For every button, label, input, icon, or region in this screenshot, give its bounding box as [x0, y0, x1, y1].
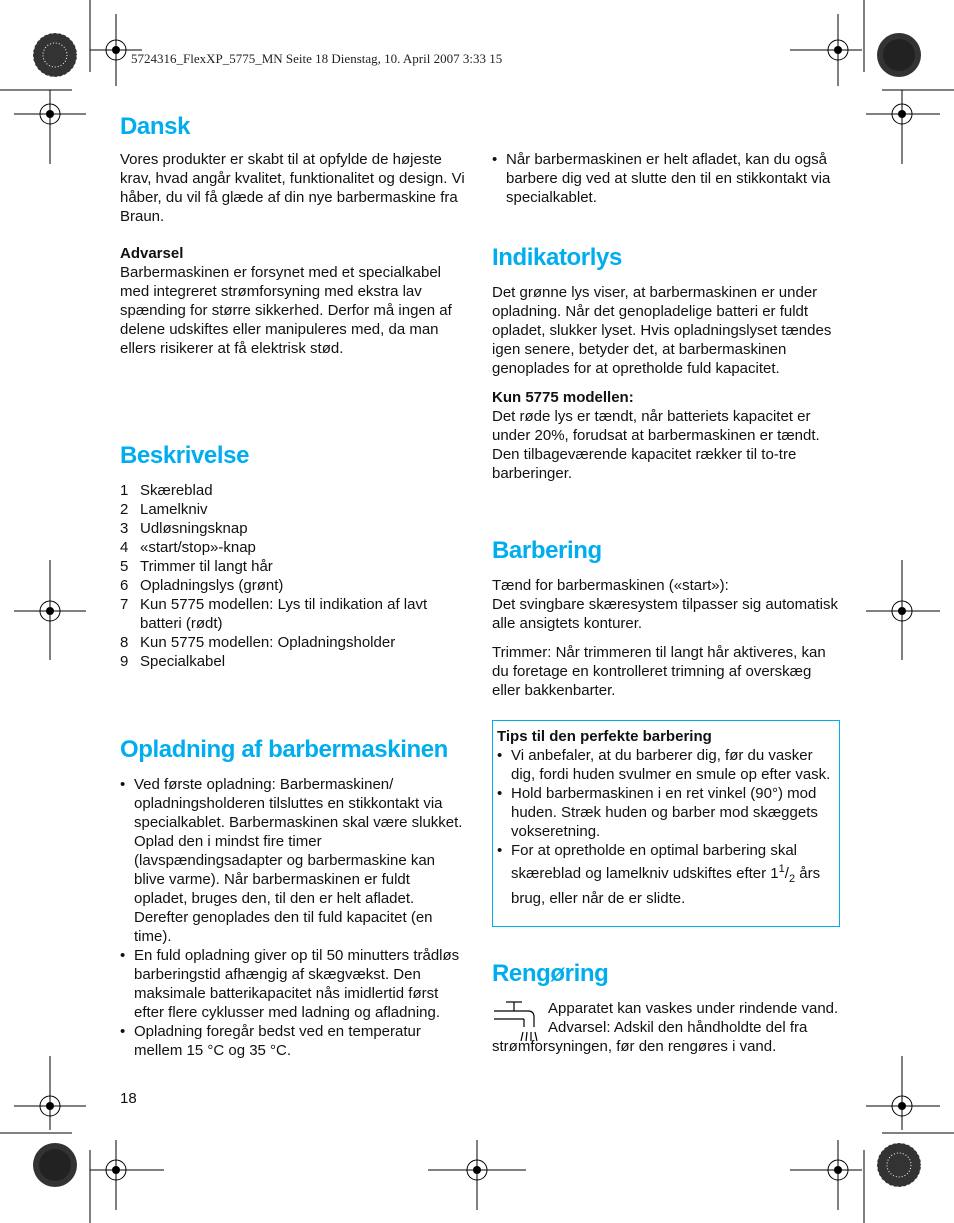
section-beskrivelse	[120, 441, 465, 671]
warning-text: Barbermaskinen er forsynet med et specialkabel med integreret strømforsyning med ekstra lav spænding for større sikkerhed. Derfor må ingen af delene udskiftes eller manipuleres med, da man ellers risikerer at få elektrisk stød.	[120, 264, 452, 357]
section-rengoring	[492, 959, 840, 1056]
registration-mark-bottom-left-2	[90, 1140, 164, 1210]
section-dansk	[120, 112, 465, 358]
starburst-top-left	[33, 33, 77, 77]
heading-dansk: Dansk	[120, 113, 191, 140]
registration-mark-bottom-right	[790, 1140, 862, 1210]
starburst-bottom-right	[877, 1143, 921, 1187]
registration-mark-bottom-left	[14, 1056, 86, 1130]
heading-opladning: Opladning af barbermaskinen	[120, 736, 448, 763]
intro-text: Vores produkter er skabt til at opfylde de højeste krav, hvad angår kvalitet, funktionalitet og design. Vi håber, du vil få glæde af din nye barbermaskine fra Braun.	[120, 151, 465, 225]
list-item: 1 Skæreblad	[120, 482, 213, 499]
page-number: 18	[120, 1090, 137, 1107]
tips-title: Tips til den perfekte barbering	[497, 728, 712, 745]
tips-box	[492, 720, 840, 927]
cleaning-line2: Advarsel: Adskil den håndholdte del fra strømforsyningen, før den rengøres i vand.	[492, 1019, 808, 1055]
charging-list	[120, 775, 465, 1060]
heading-beskrivelse: Beskrivelse	[120, 442, 250, 469]
list-item: 7 Kun 5775 modellen: Lys til indikation af lavt batteri (rødt)	[120, 596, 428, 632]
heading-rengoring: Rengøring	[492, 960, 609, 987]
registration-mark-top-right	[790, 14, 862, 86]
starburst-top-right	[877, 33, 921, 77]
cleaning-line1: Apparatet kan vaskes under rindende vand.	[548, 1000, 839, 1017]
section-barbering	[492, 536, 840, 700]
list-item: 8 Kun 5775 modellen: Opladningsholder	[120, 634, 396, 651]
warning-title: Advarsel	[120, 245, 184, 262]
parts-list	[120, 481, 465, 671]
water-tap-icon	[492, 999, 538, 1043]
continued-bullet	[492, 150, 840, 207]
file-slug: 5724316_FlexXP_5775_MN Seite 18 Dienstag, 10. April 2007 3:33 15	[131, 51, 503, 66]
list-item: • Hold barbermaskinen i en ret vinkel (90°) mod huden. Stræk huden og barber mod skæggets vokseretning.	[497, 785, 818, 840]
list-item: 9 Specialkabel	[120, 653, 226, 670]
registration-mark-top-right-2	[866, 90, 940, 164]
trimmer-text: Trimmer: Når trimmeren til langt hår aktiveres, kan du foretage en kontrolleret trimning af overskæg eller bakkenbarter.	[492, 644, 826, 699]
list-item: 6 Opladningslys (grønt)	[120, 577, 284, 594]
list-item: 2 Lamelkniv	[120, 501, 208, 518]
registration-mark-bottom-center	[428, 1140, 526, 1210]
list-item: • Vi anbefaler, at du barberer dig, før du vasker dig, fordi huden svulmer en smule op efter vask.	[497, 747, 831, 783]
starburst-bottom-left	[33, 1143, 77, 1187]
heading-indikatorlys: Indikatorlys	[492, 244, 622, 271]
indicator-text: Det grønne lys viser, at barbermaskinen er under opladning. Når det genopladelige batteri er fuldt opladet, slukker lyset. Hvis opladningslyset tændes igen senere, betyder det, at barbermaskinen genoplades for at opretholde fuld kapacitet.	[492, 284, 832, 377]
tips-list	[497, 746, 835, 908]
barbering-line1: Tænd for barbermaskinen («start»):	[492, 577, 729, 594]
list-item: 5 Trimmer til langt hår	[120, 558, 273, 575]
model-text: Det røde lys er tændt, når batteriets kapacitet er under 20%, forudsat at barbermaskinen er tændt. Den tilbageværende kapacitet rækker til to-tre barberinger.	[492, 408, 820, 482]
list-item: • Når barbermaskinen er helt afladet, kan du også barbere dig ved at slutte den til en stikkontakt via specialkablet.	[492, 151, 831, 206]
barbering-line2: Det svingbare skæresystem tilpasser sig automatisk alle ansigtets konturer.	[492, 596, 838, 632]
list-item: • En fuld opladning giver op til 50 minutters trådløs barberingstid afhængig af skægvækst. Den maksimale batterikapacitet nås imidlertid først efter flere cyklusser med ladning og afladning.	[120, 947, 460, 1021]
list-item: • For at opretholde en optimal barbering skal skæreblad og lamelkniv udskiftes efter $1^1/_2$ års brug, eller når de er slidte.	[497, 842, 821, 907]
list-item: 3 Udløsningsknap	[120, 520, 248, 537]
model-title: Kun 5775 modellen:	[492, 389, 634, 406]
list-item: • Ved første opladning: Barbermaskinen/ opladningsholderen tilsluttes en stikkontakt via specialkablet. Barbermaskinen skal være slukket. Oplad den i mindst fire timer (lavspændingsadapter og barbermaskine kan blive varme). Når barbermaskinen er fuldt opladet, bruges den, til den er helt afladet. Derefter genoplades den til fuld kapacitet (en time).	[120, 776, 463, 945]
section-indikatorlys	[492, 243, 840, 483]
list-item: • Opladning foregår bedst ved en temperatur mellem 15 °C og 35 °C.	[120, 1023, 421, 1059]
registration-mark-bottom-right-2	[866, 1056, 940, 1130]
section-opladning	[120, 735, 465, 1060]
list-item: 4 «start/stop»-knap	[120, 539, 256, 556]
registration-mark-top-left-2	[14, 90, 86, 164]
heading-barbering: Barbering	[492, 537, 602, 564]
